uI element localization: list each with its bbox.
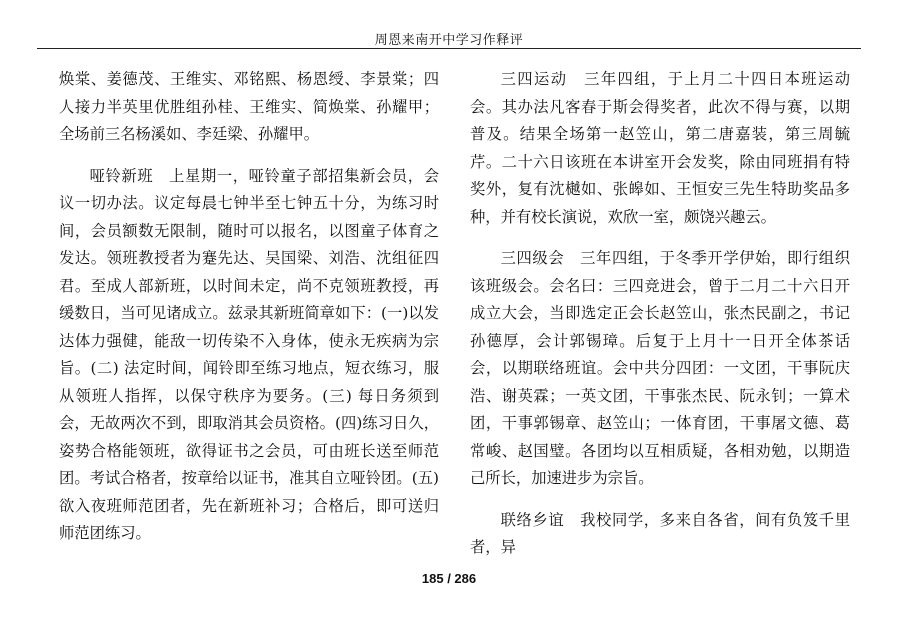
- right-paragraph-2: 三四级会 三年四组，于冬季开学伊始，即行组织该班级会。会名曰：三四竞进会，曾于二月二十六日开成立大会，当即选定正会长赵笠山，张杰民副之，书记孙德厚，会计郭锡璋。后复于上月十一日开全体茶话会，以期联络班谊。会中共分四团：一文团，干事阮庆浩、谢英霖；一英文团，干事张杰民、阮永钊；一算术团，干事郭锡章、赵笠山；一体育团，干事屠文德、葛常峻、赵国璧。各团均以互相质疑，各相劝勉，以期造己所长，加速进步为宗旨。: [470, 249, 850, 487]
- right-column: [470, 66, 850, 562]
- right-paragraph-1: 三四运动 三年四组，于上月二十四日本班运动会。其办法凡客春于斯会得奖者，此次不得与赛，以期普及。结果全场第一赵笠山，第二唐嘉装，第三周毓芹。二十六日该班在本讲室开会发奖，除由同班捐有特奖外，复有沈樾如、张皞如、王恒安三先生特助奖品多种，并有校长演说，欢欣一室，颇饶兴趣云。: [470, 70, 850, 226]
- left-column: [59, 66, 439, 548]
- page-header-title: 周恩来南开中学习作释评: [374, 33, 524, 48]
- left-paragraph-1: 焕棠、姜德茂、王维实、邓铭熙、杨恩绶、李景棠；四人接力半英里优胜组孙桂、王维实、简焕棠、孙耀甲；全场前三名杨溪如、李廷梁、孙耀甲。: [59, 70, 439, 143]
- page-number: 185 / 286: [421, 571, 477, 586]
- right-paragraph-3: 联络乡谊 我校同学，多来自各省，间有负笈千里者，异: [470, 510, 850, 556]
- header-divider: [37, 48, 861, 49]
- left-paragraph-2: 哑铃新班 上星期一，哑铃童子部招集新会员，会议一切办法。议定每晨七钟半至七钟五十分，为练习时间，会员额数无限制，随时可以报名，以图童子体育之发达。领班教授者为蹇先达、吴国梁、刘浩、沈组征四君。至成人部新班，以时间未定，尚不克领班教授，再缓数日，当可见诸成立。兹录其新班简章如下：(一)以发达体力强健，能敌一切传染不入身体，使永无疾病为宗旨。(二) 法定时间，闻铃即至练习地点，短衣练习，服从领班人指挥，以保守秩序为要务。(三) 每日务须到会，无故两次不到，即取消其会员资格。(四)练习日久，姿势合格能领班，欲得证书之会员，可由班长送至师范团。考试合格者，按章给以证书，准其自立哑铃团。(五) 欲入夜班师范团者，先在新班补习；合格后，即可送归师范团练习。: [59, 166, 439, 542]
